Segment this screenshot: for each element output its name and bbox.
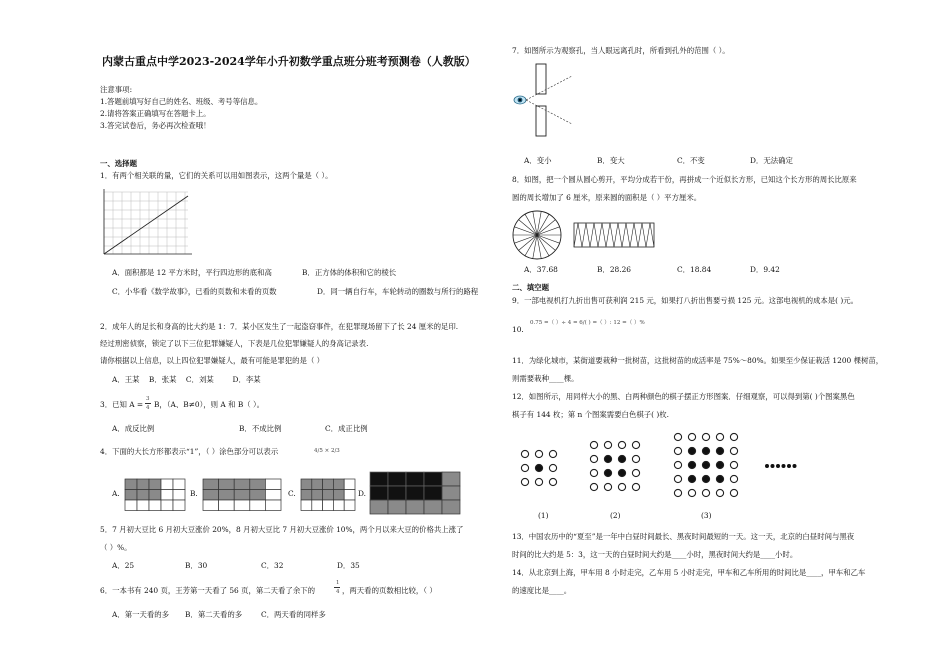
note-item: 3.答完试卷后，务必再次检查哦！	[100, 121, 211, 130]
question-2-line: 请你根据以上信息，以上四位犯罪嫌疑人，最有可能是罪犯的是（ ）	[100, 356, 325, 365]
q5-option-b: B．30	[185, 561, 208, 570]
question-14-line: 的速度比是____。	[512, 586, 572, 595]
q6-fraction-bar	[334, 587, 340, 588]
q4-label-b: B.	[190, 489, 198, 498]
q5-option-c: C．32	[261, 561, 284, 570]
question-11-line: 则需要栽种____棵。	[512, 374, 579, 383]
question-8-line: 圆的周长增加了 6 厘米，原来圆的面积是（ ）平方厘米。	[512, 193, 702, 202]
q8-circle-sectors	[511, 209, 563, 261]
note-item: 1.答题前填写好自己的姓名、班级、考号等信息。	[100, 97, 263, 106]
graph-proportional-line	[104, 196, 188, 254]
question-12-line: 棋子有 144 枚；第 n 个图案需要白色棋子( )枚.	[512, 410, 669, 419]
wall-upper-block	[536, 64, 546, 94]
q12-figure-label-3: (3)	[701, 511, 712, 520]
q12-figure-label-2: (2)	[610, 511, 621, 520]
note-item: 2.请将答案正确填写在答题卡上。	[100, 109, 211, 118]
q3-option-c: C．成正比例	[325, 424, 368, 433]
q12-figure-label-1: (1)	[538, 511, 549, 520]
q4-label-d: D.	[358, 489, 367, 498]
q1-option-d: D．同一辆自行车，车轮转动的圈数与所行的路程	[317, 287, 479, 296]
question-14-line: 14．从北京到上海，甲车用 8 小时走完，乙车用 5 小时走完，甲车和乙车所用的时间比是____，甲车和乙车	[512, 568, 866, 577]
q6-option-c: C．两天看的同样多	[261, 610, 326, 619]
notes-heading: 注意事项:	[100, 85, 133, 94]
question-5-line: 5．7 月初大豆比 6 月初大豆涨价 20%，8 月初大豆比 7 月初大豆涨价 10%，两个月以来大豆的价格共上涨了	[100, 525, 464, 534]
exam-title: 内蒙古重点中学2023-2024学年小升初数学重点班分班考预测卷（人教版）	[102, 55, 476, 68]
q7-option-d: D．无法确定	[750, 156, 793, 165]
wall-lower-block	[536, 106, 546, 136]
question-10-number: 10.	[512, 325, 524, 334]
q3-fraction-denominator: 4	[146, 405, 150, 411]
q8-option-d: D．9.42	[750, 265, 780, 274]
q3-option-a: A．成反比例	[112, 424, 155, 433]
question-7-stem: 7．如图所示为观察孔，当人眼远离孔时，所看到孔外的范围（ ）。	[512, 46, 730, 55]
question-6-pre: 6．一本书有 240 页，王芳第一天看了 56 页，第二天看了余下的	[100, 586, 315, 595]
q3-fraction-numerator: 3	[146, 396, 150, 402]
question-1-stem: 1．有两个相关联的量，它们的关系可以用如图表示，这两个量是（ ）。	[100, 171, 333, 180]
q1-option-a: A．面积都是 12 平方米时，平行四边形的底和高	[112, 268, 272, 277]
question-8-line: 8．如图，把一个圆从圆心剪开，平均分成若干份，再拼成一个近似长方形，已知这个长方形的周长比原来	[512, 175, 857, 184]
q1-line-graph	[100, 188, 196, 260]
q2-options: A．王某 B．张某 C．刘某 D．李某	[112, 375, 261, 384]
question-2-line: 经过刑密侦察，锁定了以下三位犯罪嫌疑人，下表是几位犯罪嫌疑人的身高记录表.	[100, 339, 369, 348]
q6-fraction-denominator: 4	[336, 589, 340, 595]
q8-approx-rectangle	[573, 222, 655, 248]
q6-fraction-numerator: 1	[336, 580, 340, 586]
q7-option-a: A．变小	[524, 156, 552, 165]
q6-option-b: B．第二天看的多	[185, 610, 243, 619]
question-11-line: 11．为绿化城市，某街道要栽种一批树苗，这批树苗的成活率是 75%～80%。如果至少保证栽活 1200 棵树苗，	[512, 356, 884, 365]
q4-label-a: A.	[112, 489, 120, 498]
graph-grid	[104, 192, 188, 254]
q5-option-d: D．35	[337, 561, 360, 570]
q7-peephole-figure	[510, 62, 580, 140]
q3-fraction-bar	[145, 403, 151, 404]
q7-option-c: C．不变	[677, 156, 705, 165]
q1-option-c: C．小华看《数学故事》，已看的页数和未看的页数	[112, 287, 277, 296]
q12-chess-pattern-1	[519, 448, 559, 488]
section-heading-fill-blank: 二、填空题	[512, 283, 549, 292]
q7-option-b: B．变大	[597, 156, 625, 165]
q8-option-b: B．28.26	[597, 265, 631, 274]
q3-option-b: B．不成比例	[239, 424, 282, 433]
q4-grid-b	[202, 478, 282, 512]
question-5-line: （ ）%。	[100, 543, 132, 552]
section-heading-choice: 一、选择题	[100, 159, 137, 168]
q4-grid-a	[124, 478, 186, 512]
q1-option-b: B．正方体的体积和它的棱长	[302, 268, 397, 277]
q10-expression: 0.75 =（ ）÷ 4 = 6/( ) =（ ）: 12 =（ ）%	[530, 320, 645, 326]
question-2-line: 2．成年人的足长和身高的比大约是 1：7．某小区发生了一起盗窃事件，在犯罪现场留下了长 24 厘米的足印.	[100, 322, 459, 331]
q8-option-a: A．37.68	[524, 265, 558, 274]
q4-grid-d	[369, 471, 461, 515]
question-9: 9．一部电视机打九折出售可获利润 215 元，如果打八折出售要亏损 125 元。这部电视机的成本是( )元。	[512, 296, 859, 305]
question-13-line: 13．中国农历中的“夏至”是一年中白昼时间最长、黑夜时间最短的一天。这一天，北京的白昼时间与黑夜	[512, 532, 855, 541]
q4-expression: 4/5 × 2/3	[314, 448, 340, 454]
q5-option-a: A．25	[112, 561, 135, 570]
question-6-post: ，两天看的页数相比较，（ ）	[342, 586, 437, 595]
eye-icon	[514, 96, 526, 104]
q12-chess-pattern-3	[672, 431, 742, 501]
question-4-stem: 4．下面的大长方形都表示“1”，（ ）涂色部分可以表示	[100, 447, 279, 456]
q12-chess-pattern-2	[588, 439, 644, 495]
q6-option-a: A．第一天看的多	[112, 610, 170, 619]
q4-label-c: C.	[288, 489, 296, 498]
question-3-post: B，（A、B≠0），则 A 和 B（ ）。	[154, 400, 265, 409]
question-13-line: 时间的比大约是 5：3，这一天的白昼时间大约是____小时，黑夜时间大约是____小时。	[512, 550, 798, 559]
sight-lines	[526, 76, 572, 124]
question-12-line: 12．如图所示，用同样大小的黑、白两种颜色的棋子摆正方形图案．仔细观察，可以得到第( )个图案黑色	[512, 392, 855, 401]
q4-grid-c	[300, 478, 356, 512]
q12-ellipsis-dots	[764, 463, 798, 469]
q8-option-c: C．18.84	[677, 265, 712, 274]
question-3-pre: 3．已知 A =	[100, 400, 144, 409]
